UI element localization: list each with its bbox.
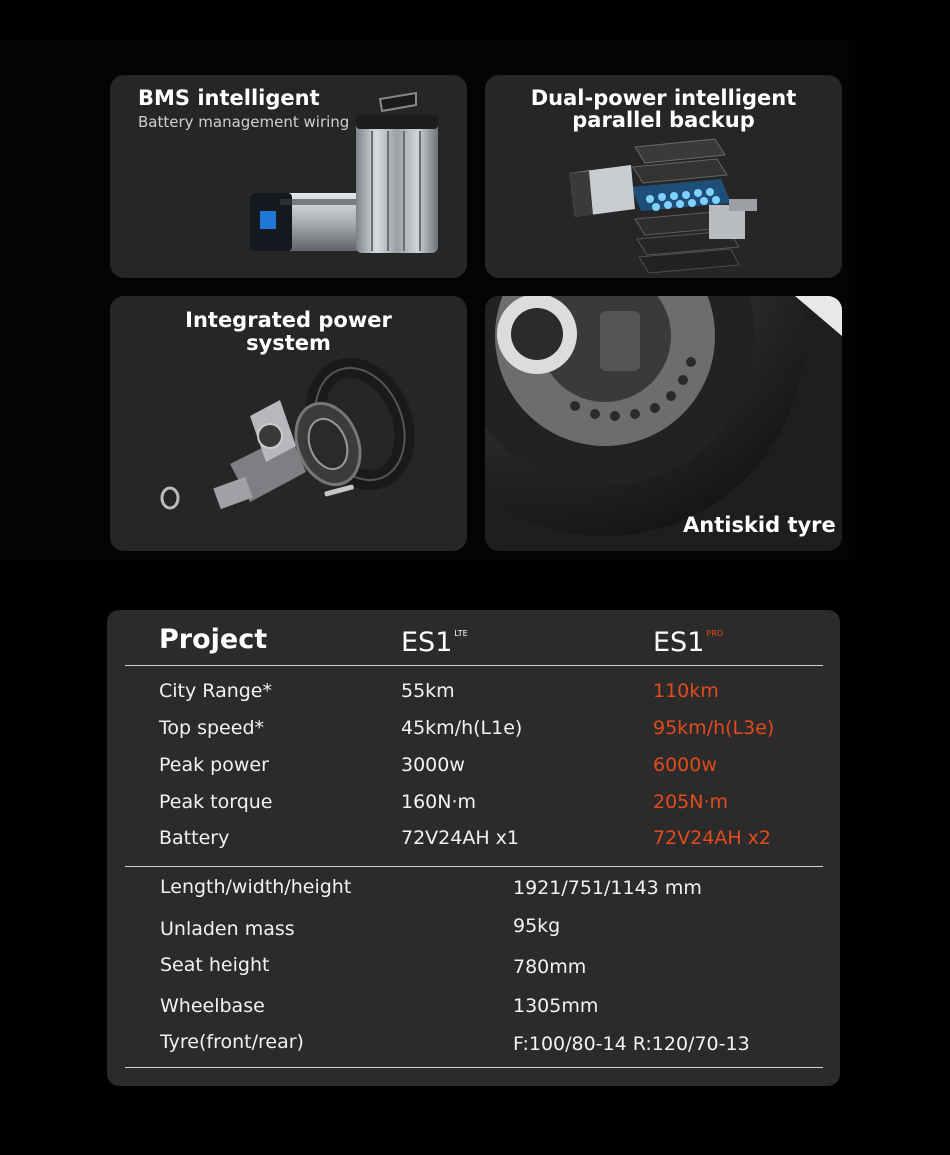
spec-label: Peak power bbox=[159, 754, 269, 776]
battery-horizontal bbox=[250, 193, 370, 251]
spec-value-pro: 205N·m bbox=[653, 791, 729, 813]
card-title-line-2: system bbox=[246, 331, 331, 355]
battery-upright bbox=[356, 93, 438, 253]
spec-value: 1305mm bbox=[513, 995, 599, 1017]
spec-value: 1921/751/1143 mm bbox=[513, 877, 702, 899]
feature-card-tyre bbox=[485, 296, 842, 551]
card-title: BMS intelligent bbox=[138, 86, 320, 110]
spec-label: Tyre(front/rear) bbox=[160, 1031, 304, 1053]
spec-label: Peak torque bbox=[159, 791, 273, 813]
spec-value: F:100/80-14 R:120/70-13 bbox=[513, 1033, 750, 1055]
spec-value-lte: 160N·m bbox=[401, 791, 477, 813]
spec-table bbox=[107, 610, 840, 1086]
spec-label: Battery bbox=[159, 827, 230, 849]
spec-value-pro: 72V24AH x2 bbox=[653, 827, 772, 849]
card-title: Antiskid tyre bbox=[683, 513, 836, 537]
feature-card-bms bbox=[110, 75, 467, 278]
feature-card-integrated-power bbox=[110, 296, 467, 551]
spec-value-pro: 95km/h(L3e) bbox=[653, 717, 775, 739]
card-title-line-1: Dual-power intelligent bbox=[530, 86, 797, 110]
section-divider bbox=[125, 866, 823, 867]
spec-label: Seat height bbox=[160, 954, 270, 976]
pro-model: ES1 bbox=[653, 627, 705, 658]
card-subtitle: Battery management wiring bbox=[138, 113, 350, 131]
motor-bracket bbox=[213, 400, 306, 509]
spec-value: 95kg bbox=[513, 915, 561, 937]
washer-icon bbox=[162, 488, 178, 508]
column-header-pro bbox=[653, 627, 723, 658]
card-title-line-1: Integrated power bbox=[185, 308, 392, 332]
spec-label: Length/width/height bbox=[160, 876, 352, 898]
spec-value-lte: 55km bbox=[401, 680, 455, 702]
column-header-lte bbox=[401, 627, 468, 658]
column-header-project: Project bbox=[159, 624, 268, 655]
spec-value-pro: 110km bbox=[653, 680, 719, 702]
lte-badge: LTE bbox=[454, 629, 468, 638]
spec-value-lte: 72V24AH x1 bbox=[401, 827, 520, 849]
feature-card-dual-power bbox=[485, 75, 842, 278]
header-divider bbox=[125, 665, 823, 666]
spec-value-pro: 6000w bbox=[653, 754, 717, 776]
spec-value: 780mm bbox=[513, 956, 587, 978]
spec-label: Top speed* bbox=[159, 717, 265, 739]
spec-label: Unladen mass bbox=[160, 918, 295, 940]
spec-label: City Range* bbox=[159, 680, 272, 702]
axle-bolt-icon bbox=[324, 484, 354, 497]
spec-value-lte: 45km/h(L1e) bbox=[401, 717, 523, 739]
pro-badge: PRO bbox=[706, 629, 724, 638]
footer-divider bbox=[125, 1067, 823, 1068]
card-title-line-2: parallel backup bbox=[572, 108, 755, 132]
lte-model: ES1 bbox=[401, 627, 453, 658]
spec-value-lte: 3000w bbox=[401, 754, 465, 776]
spec-label: Wheelbase bbox=[160, 995, 265, 1017]
brake-caliper bbox=[600, 311, 640, 371]
